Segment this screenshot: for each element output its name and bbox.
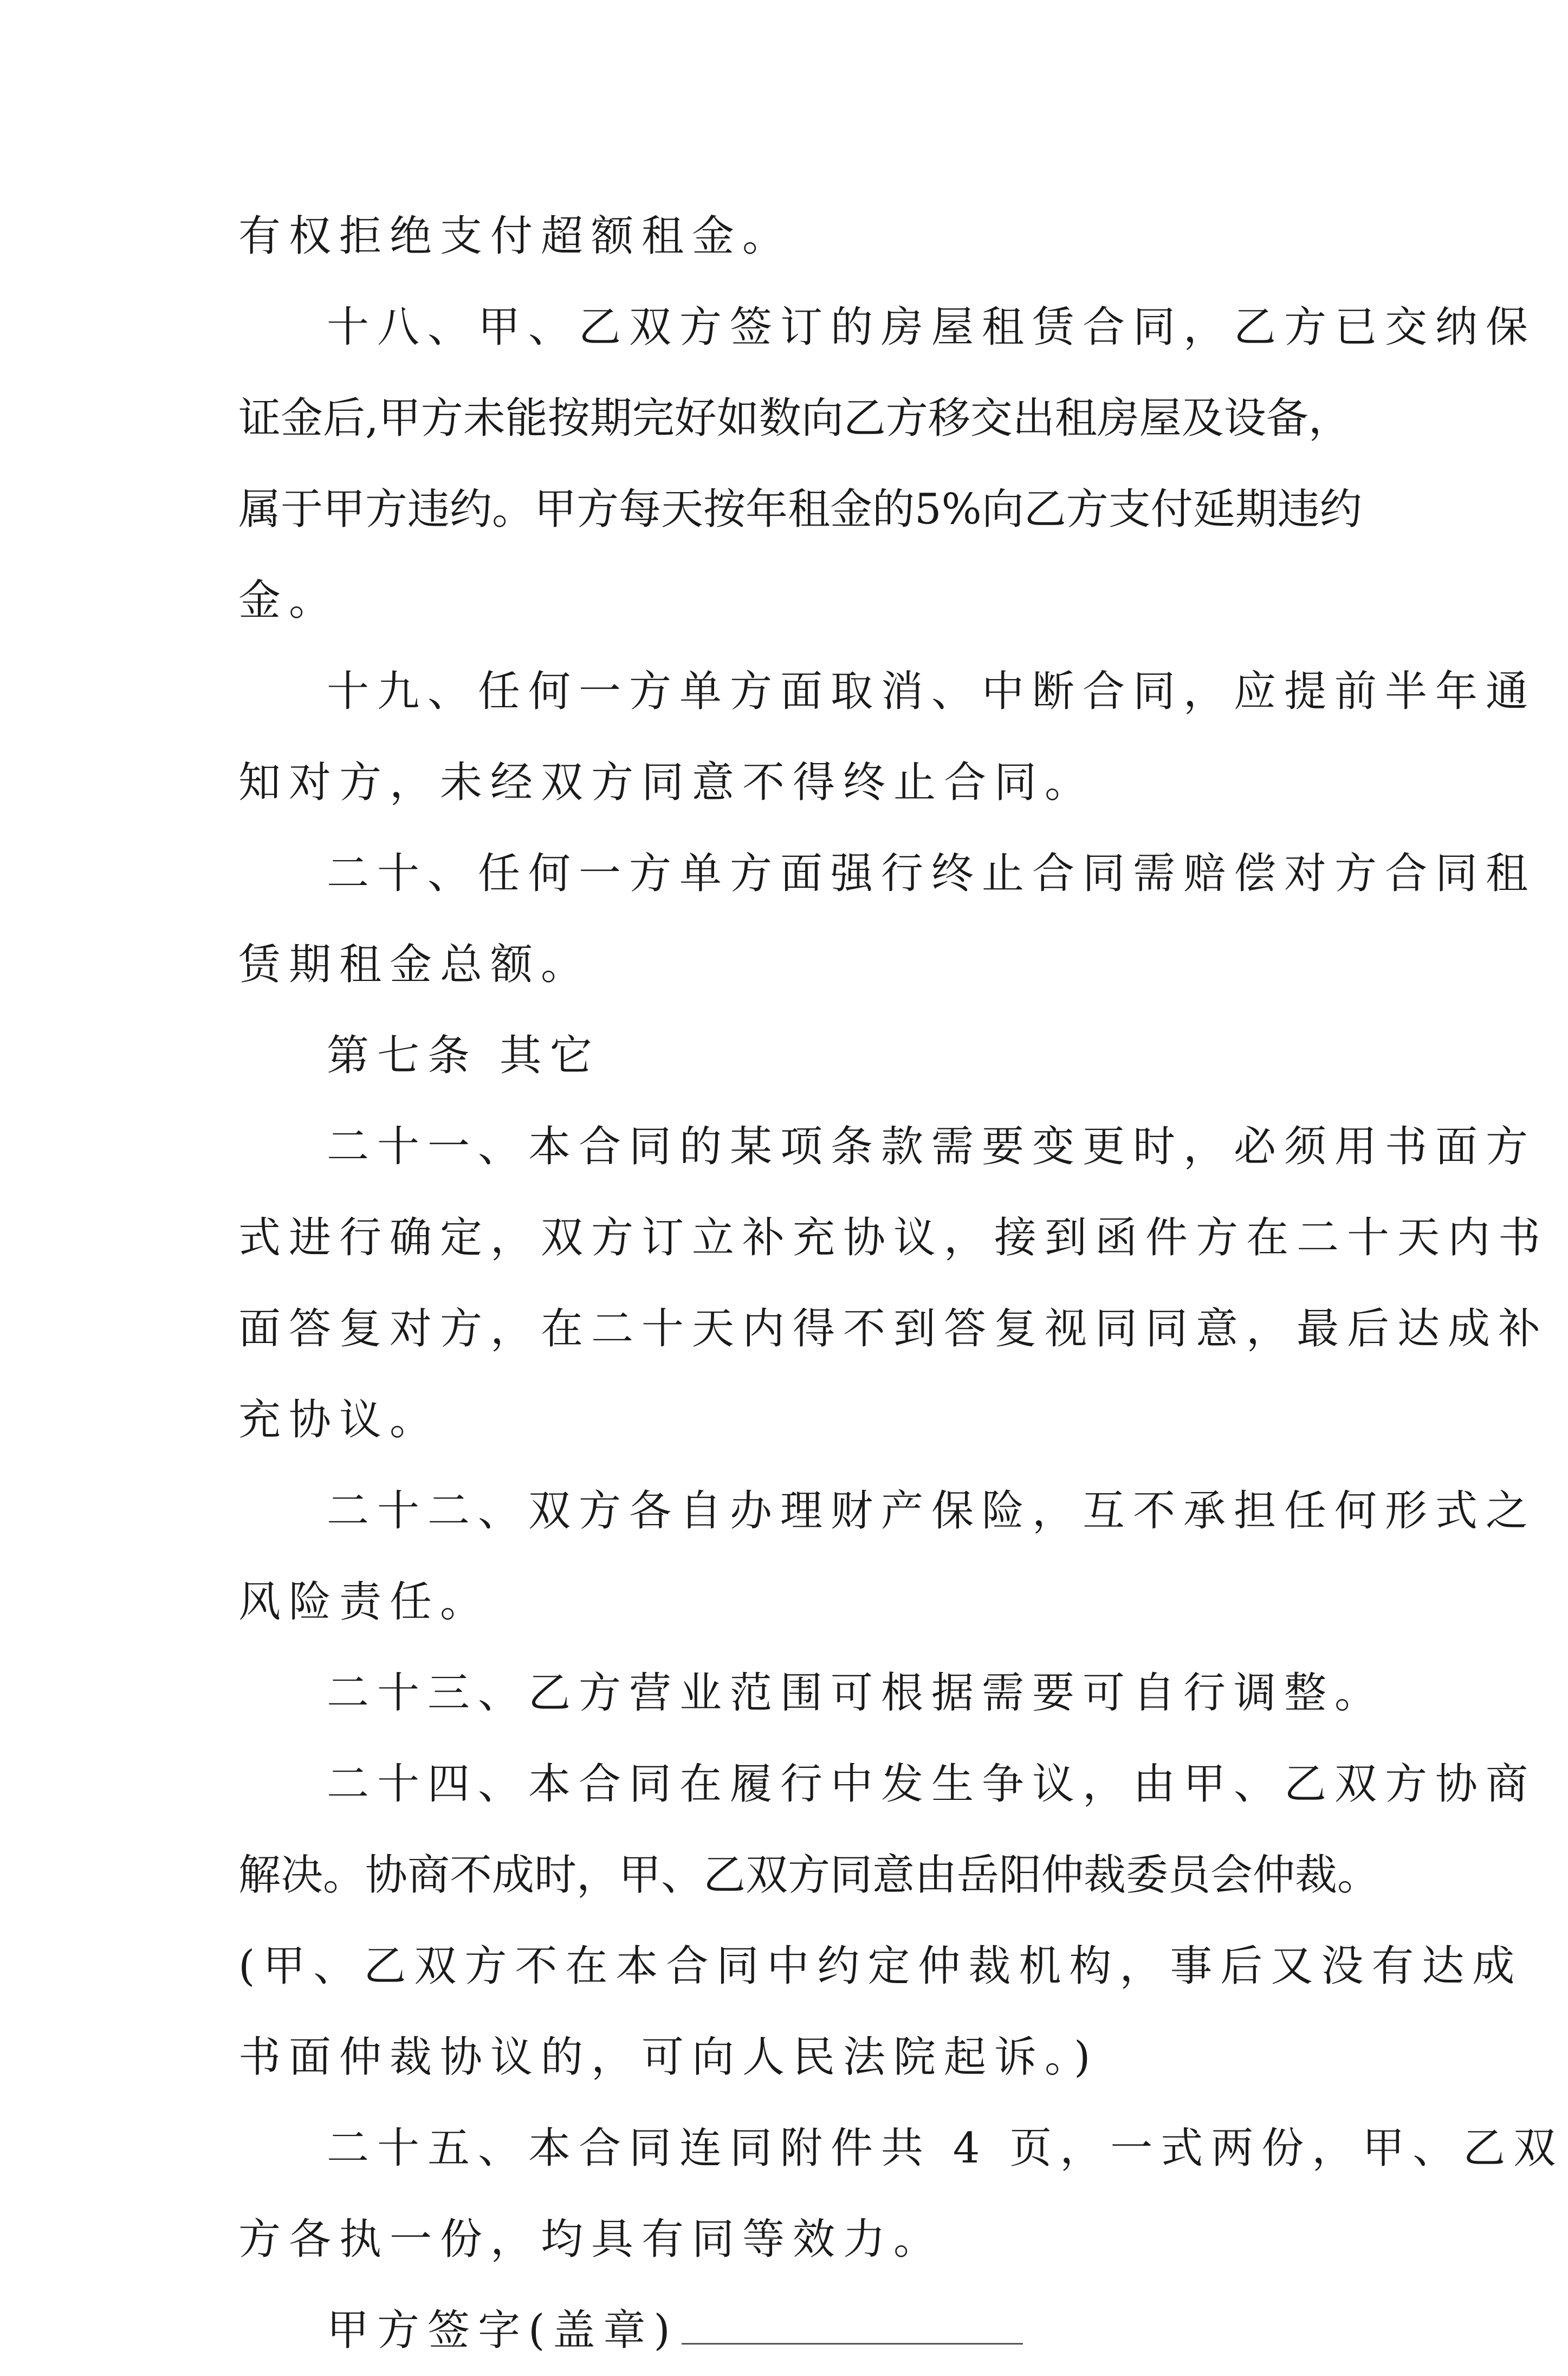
text-line: 十八、甲、乙双方签订的房屋租赁合同，乙方已交纳保 [327,303,1537,352]
text-line: 证金后,甲方未能按期完好如数向乙方移交出租房屋及设备， [238,394,1351,443]
text-line: 充协议。 [238,1396,440,1444]
text-line: 有权拒绝支付超额租金。 [238,212,793,261]
text-line: 知对方，未经双方同意不得终止合同。 [238,758,1096,807]
text-line: 二十、任何一方单方面强行终止合同需赔偿对方合同租 [327,849,1537,898]
text-line: 属于甲方违约。甲方每天按年租金的5%向乙方支付延期违约 [238,485,1362,534]
text-line: 式进行确定，双方订立补充协议，接到函件方在二十天内书 [238,1213,1549,1262]
text-line: 二十三、乙方营业范围可根据需要可自行调整。 [327,1669,1385,1718]
text-line: 二十四、本合同在履行中发生争议，由甲、乙双方协商 [327,1760,1537,1809]
text-line: 十九、任何一方单方面取消、中断合同，应提前半年通 [327,667,1537,716]
text-line: (甲、乙双方不在本合同中约定仲裁机构，事后又没有达成 [238,1942,1523,1991]
text-line: 二十一、本合同的某项条款需要变更时，必须用书面方 [327,1122,1537,1171]
text-line: 面答复对方，在二十天内得不到答复视同同意，最后达成补 [238,1305,1549,1353]
text-line: 金。 [238,576,340,625]
text-line: 二十二、双方各自办理财产保险，互不承担任何形式之 [327,1487,1537,1535]
signature-label: 甲方签字(盖章) [327,2306,678,2355]
signature-row [238,2285,1344,2376]
text-line: 风险责任。 [238,1578,491,1626]
text-line: 赁期租金总额。 [238,940,592,989]
document-body [238,191,1564,2285]
document-page [238,191,1564,2376]
text-line: 书面仲裁协议的，可向人民法院起诉。) [238,2033,1099,2082]
text-line: 方各执一份，均具有同等效力。 [238,2215,944,2264]
text-line: 第七条 其它 [327,1031,600,1080]
text-line: 解决。协商不成时，甲、乙双方同意由岳阳仲裁委员会仲裁。 [238,1851,1380,1900]
signature-blank-line[interactable] [682,2291,1023,2345]
text-line: 二十五、本合同连同附件共 4 页，一式两份，甲、乙双 [327,2124,1564,2173]
